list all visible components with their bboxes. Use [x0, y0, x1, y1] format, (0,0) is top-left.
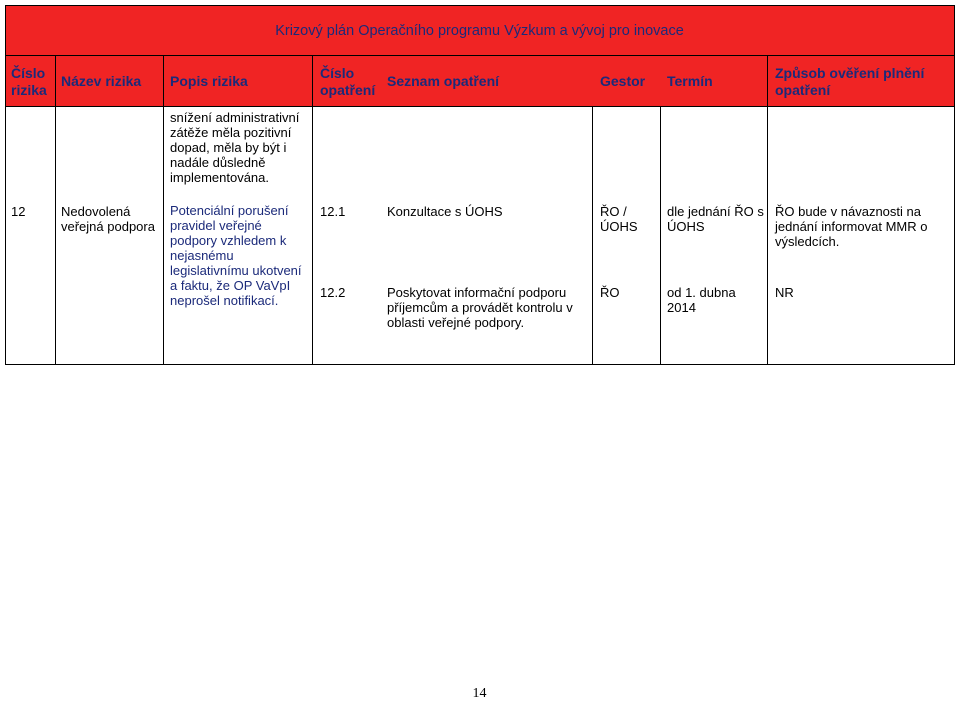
header-cislo-opatreni: Číslo opatření	[320, 65, 376, 98]
cell-termin-1: dle jednání ŘO s ÚOHS	[667, 204, 764, 234]
cell-gestor-1: ŘO / ÚOHS	[600, 204, 638, 234]
border-right	[954, 5, 955, 365]
header-zpusob-overeni: Způsob ověření plnění opatření	[775, 65, 925, 98]
cell-seznam-opatreni-1: Konzultace s ÚOHS	[387, 204, 503, 219]
border-top	[5, 5, 954, 6]
cell-nazev-rizika: Nedovolená veřejná podpora	[61, 204, 155, 234]
header-nazev-rizika: Název rizika	[61, 73, 142, 89]
border-left	[5, 5, 6, 365]
border-title-bottom	[5, 55, 954, 56]
page-title: Krizový plán Operačního programu Výzkum a vývoj pro inovace	[5, 6, 954, 55]
col-divider	[592, 106, 593, 365]
cell-cislo-rizika: 12	[11, 204, 26, 219]
cell-termin-2: od 1. dubna 2014	[667, 285, 736, 315]
cell-zpusob-2: NR	[775, 285, 794, 300]
cell-popis-rizika-part2: Potenciální porušení pravidel veřejné podpory vzhledem k nejasnému legislativnímu ukotvení a faktu, že OP VaVpI neprošel notifikací.	[170, 203, 302, 308]
cell-seznam-opatreni-2: Poskytovat informační podporu příjemcům a provádět kontrolu v oblasti veřejné podpory.	[387, 285, 573, 330]
header-termin: Termín	[667, 73, 713, 89]
col-divider	[55, 55, 56, 365]
border-bottom	[5, 364, 954, 365]
cell-cislo-opatreni-1: 12.1	[320, 204, 346, 219]
header-cislo-rizika: Číslo rizika	[11, 65, 47, 98]
col-divider	[767, 55, 768, 365]
col-divider	[163, 55, 164, 365]
col-divider	[312, 55, 313, 365]
page-number: 14	[472, 686, 487, 701]
header-seznam-opatreni: Seznam opatření	[387, 73, 500, 89]
cell-popis-rizika-part1: snížení administrativní zátěže měla pozitivní dopad, měla by být i nadále důsledně implementována.	[170, 110, 300, 185]
cell-zpusob-1: ŘO bude v návaznosti na jednání informovat MMR o výsledcích.	[775, 204, 928, 249]
header-gestor: Gestor	[600, 73, 646, 89]
col-divider	[660, 106, 661, 365]
header-popis-rizika: Popis rizika	[170, 73, 248, 89]
cell-cislo-opatreni-2: 12.2	[320, 285, 346, 300]
border-header-bottom	[5, 106, 954, 107]
cell-gestor-2: ŘO	[600, 285, 620, 300]
